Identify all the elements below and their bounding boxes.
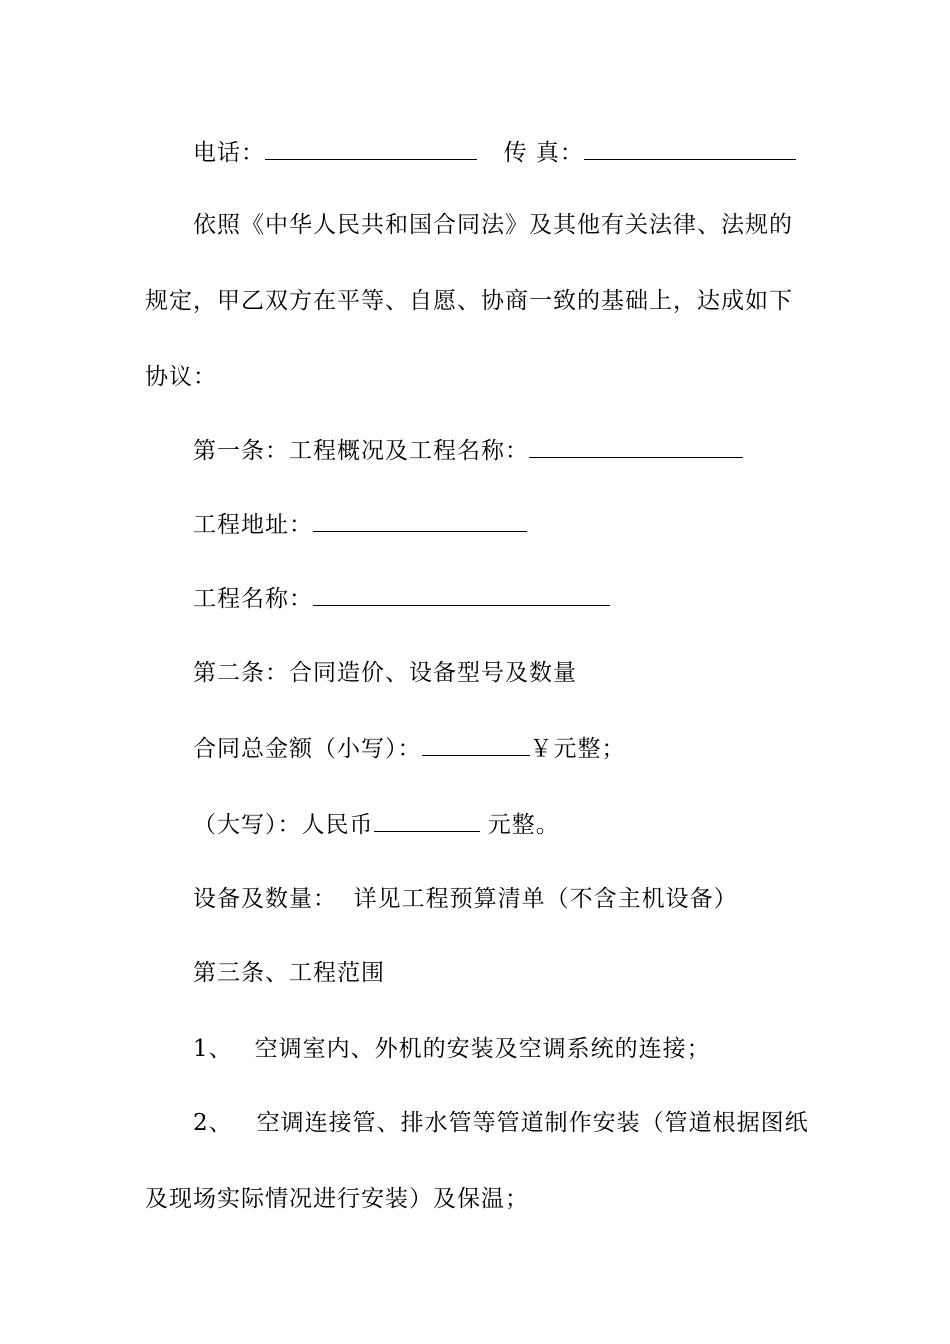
item-1-text: 空调室内、外机的安装及空调系统的连接； [254, 1036, 711, 1062]
total-small-line [193, 734, 626, 764]
total-small-label: 合同总金额（小写）： [193, 736, 422, 762]
phone-label: 电话： [193, 140, 265, 166]
article-1-line [193, 436, 743, 466]
phone-blank[interactable] [265, 139, 477, 160]
fax-blank[interactable] [584, 139, 796, 160]
item-2-line [193, 1108, 809, 1138]
item-1-number: 1、 [193, 1036, 233, 1062]
equipment-line: 设备及数量： 详见工程预算清单（不含主机设备） [193, 886, 738, 912]
project-address-label: 工程地址： [193, 512, 313, 538]
project-name-line [193, 584, 610, 614]
intro-line-2: 规定，甲乙双方在平等、自愿、协商一致的基础上，达成如下 [145, 288, 793, 314]
article-3-heading: 第三条、工程范围 [193, 960, 385, 986]
intro-line-1: 依照《中华人民共和国合同法》及其他有关法律、法规的 [193, 212, 793, 238]
project-address-blank[interactable] [313, 511, 527, 532]
phone-fax-line [193, 138, 796, 168]
intro-line-3: 协议： [145, 364, 217, 390]
article-2-heading: 第二条：合同造价、设备型号及数量 [193, 660, 577, 686]
total-small-blank[interactable] [422, 735, 530, 756]
total-big-suffix: 元整。 [479, 812, 560, 838]
article-1-heading: 第一条：工程概况及工程名称： [193, 438, 529, 464]
total-big-line [193, 810, 560, 840]
item-1-line [193, 1034, 711, 1064]
fax-label: 传 真： [503, 140, 584, 166]
project-name-blank[interactable] [313, 585, 610, 606]
total-big-blank[interactable] [374, 811, 480, 832]
project-name-label: 工程名称： [193, 586, 313, 612]
total-big-label: （大写）：人民币 [193, 812, 374, 838]
item-2-continuation: 及现场实际情况进行安装）及保温； [145, 1186, 529, 1212]
total-small-suffix: ￥元整； [529, 736, 626, 762]
item-2-text: 空调连接管、排水管等管道制作安装（管道根据图纸 [256, 1110, 809, 1136]
article-1-blank[interactable] [529, 437, 743, 458]
item-2-number: 2、 [193, 1110, 233, 1136]
project-address-line [193, 510, 527, 540]
